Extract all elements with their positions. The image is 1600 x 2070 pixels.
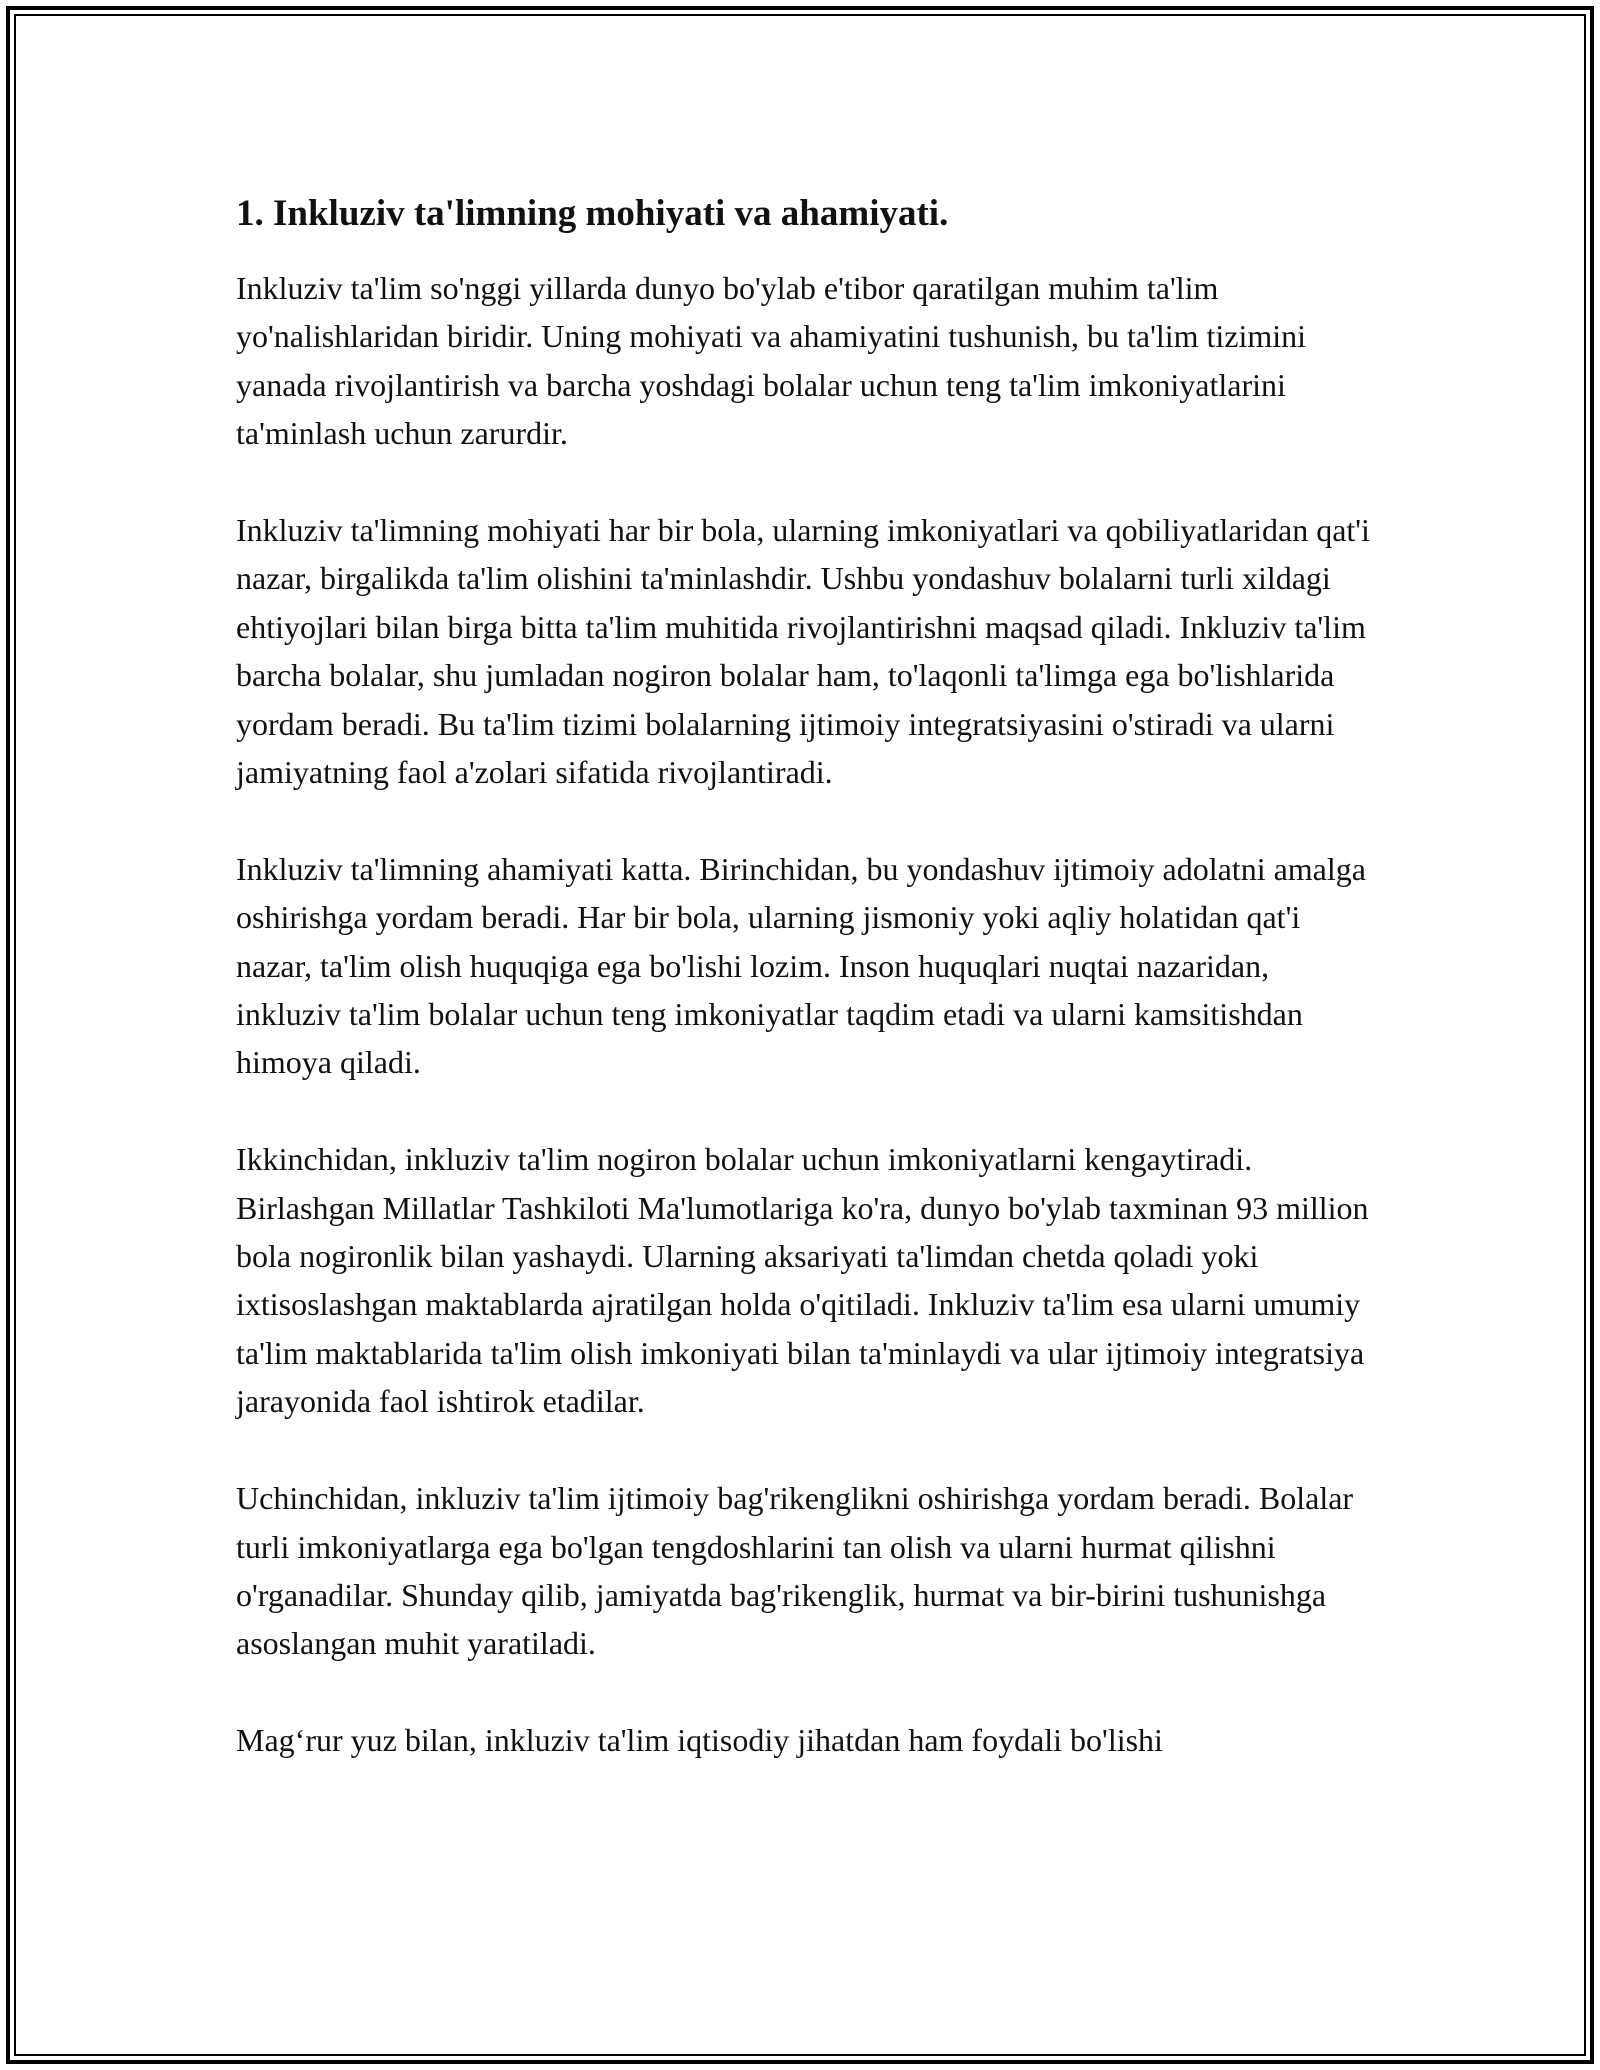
paragraph-second: Ikkinchidan, inkluziv ta'lim nogiron bolalar uchun imkoniyatlarni kengaytiradi. Birlashgan Millatlar Tashkiloti Ma'lumotlariga ko'ra, dunyo bo'ylab taxminan 93 million bola nogironlik bilan yashaydi. Ularning aksariyati ta'limdan chetda qoladi yoki ixtisoslashgan maktablarda ajratilgan holda o'qitiladi. Inkluziv ta'lim esa ularni umumiy ta'lim maktablarida ta'lim olish imkoniyati bilan ta'minlaydi va ular ijtimoiy integratsiya jarayonida faol ishtirok etadilar. (236, 1141, 1369, 1420)
section-heading: 1. Inkluziv ta'limning mohiyati va ahamiyati. (236, 193, 949, 234)
paragraph-intro: Inkluziv ta'lim so'nggi yillarda dunyo bo'ylab e'tibor qaratilgan muhim ta'lim yo'nalishlaridan biridir. Uning mohiyati va ahamiyatini tushunish, bu ta'lim tizimini yanada rivojlantirish va barcha yoshdagi bolalar uchun teng ta'lim imkoniyatlarini ta'minlash uchun zarurdir. (236, 270, 1307, 452)
paragraph-partial: Mag‘rur yuz bilan, inkluziv ta'lim iqtisodiy jihatdan ham foydali bo'lishi (236, 1722, 1163, 1759)
paragraph-importance: Inkluziv ta'limning ahamiyati katta. Birinchidan, bu yondashuv ijtimoiy adolatni amalga oshirishga yordam beradi. Har bir bola, ularning jismoniy yoki aqliy holatidan qat'i nazar, ta'lim olish huquqiga ega bo'lishi lozim. Inson huquqlari nuqtai nazaridan, inkluziv ta'lim bolalar uchun teng imkoniyatlar taqdim etadi va ularni kamsitishdan himoya qiladi. (236, 850, 1366, 1081)
paragraph-essence: Inkluziv ta'limning mohiyati har bir bola, ularning imkoniyatlari va qobiliyatlaridan qat'i nazar, birgalikda ta'lim olishini ta'minlashdir. Ushbu yondashuv bolalarni turli xildagi ehtiyojlari bilan birga bitta ta'lim muhitida rivojlantirishni maqsad qiladi. Inkluziv ta'lim barcha bolalar, shu jumladan nogiron bolalar ham, to'laqonli ta'limga ega bo'lishlarida yordam beradi. Bu ta'lim tizimi bolalarning ijtimoiy integratsiyasini o'stiradi va ularni jamiyatning faol a'zolari sifatida rivojlantiradi. (236, 512, 1370, 791)
paragraph-third: Uchinchidan, inkluziv ta'lim ijtimoiy bag'rikenglikni oshirishga yordam beradi. Bolalar turli imkoniyatlarga ega bo'lgan tengdoshlarini tan olish va ularni hurmat qilishni o'rganadilar. Shunday qilib, jamiyatda bag'rikenglik, hurmat va bir-birini tushunishga asoslangan muhit yaratiladi. (236, 1480, 1354, 1662)
document-body (236, 186, 1376, 1765)
